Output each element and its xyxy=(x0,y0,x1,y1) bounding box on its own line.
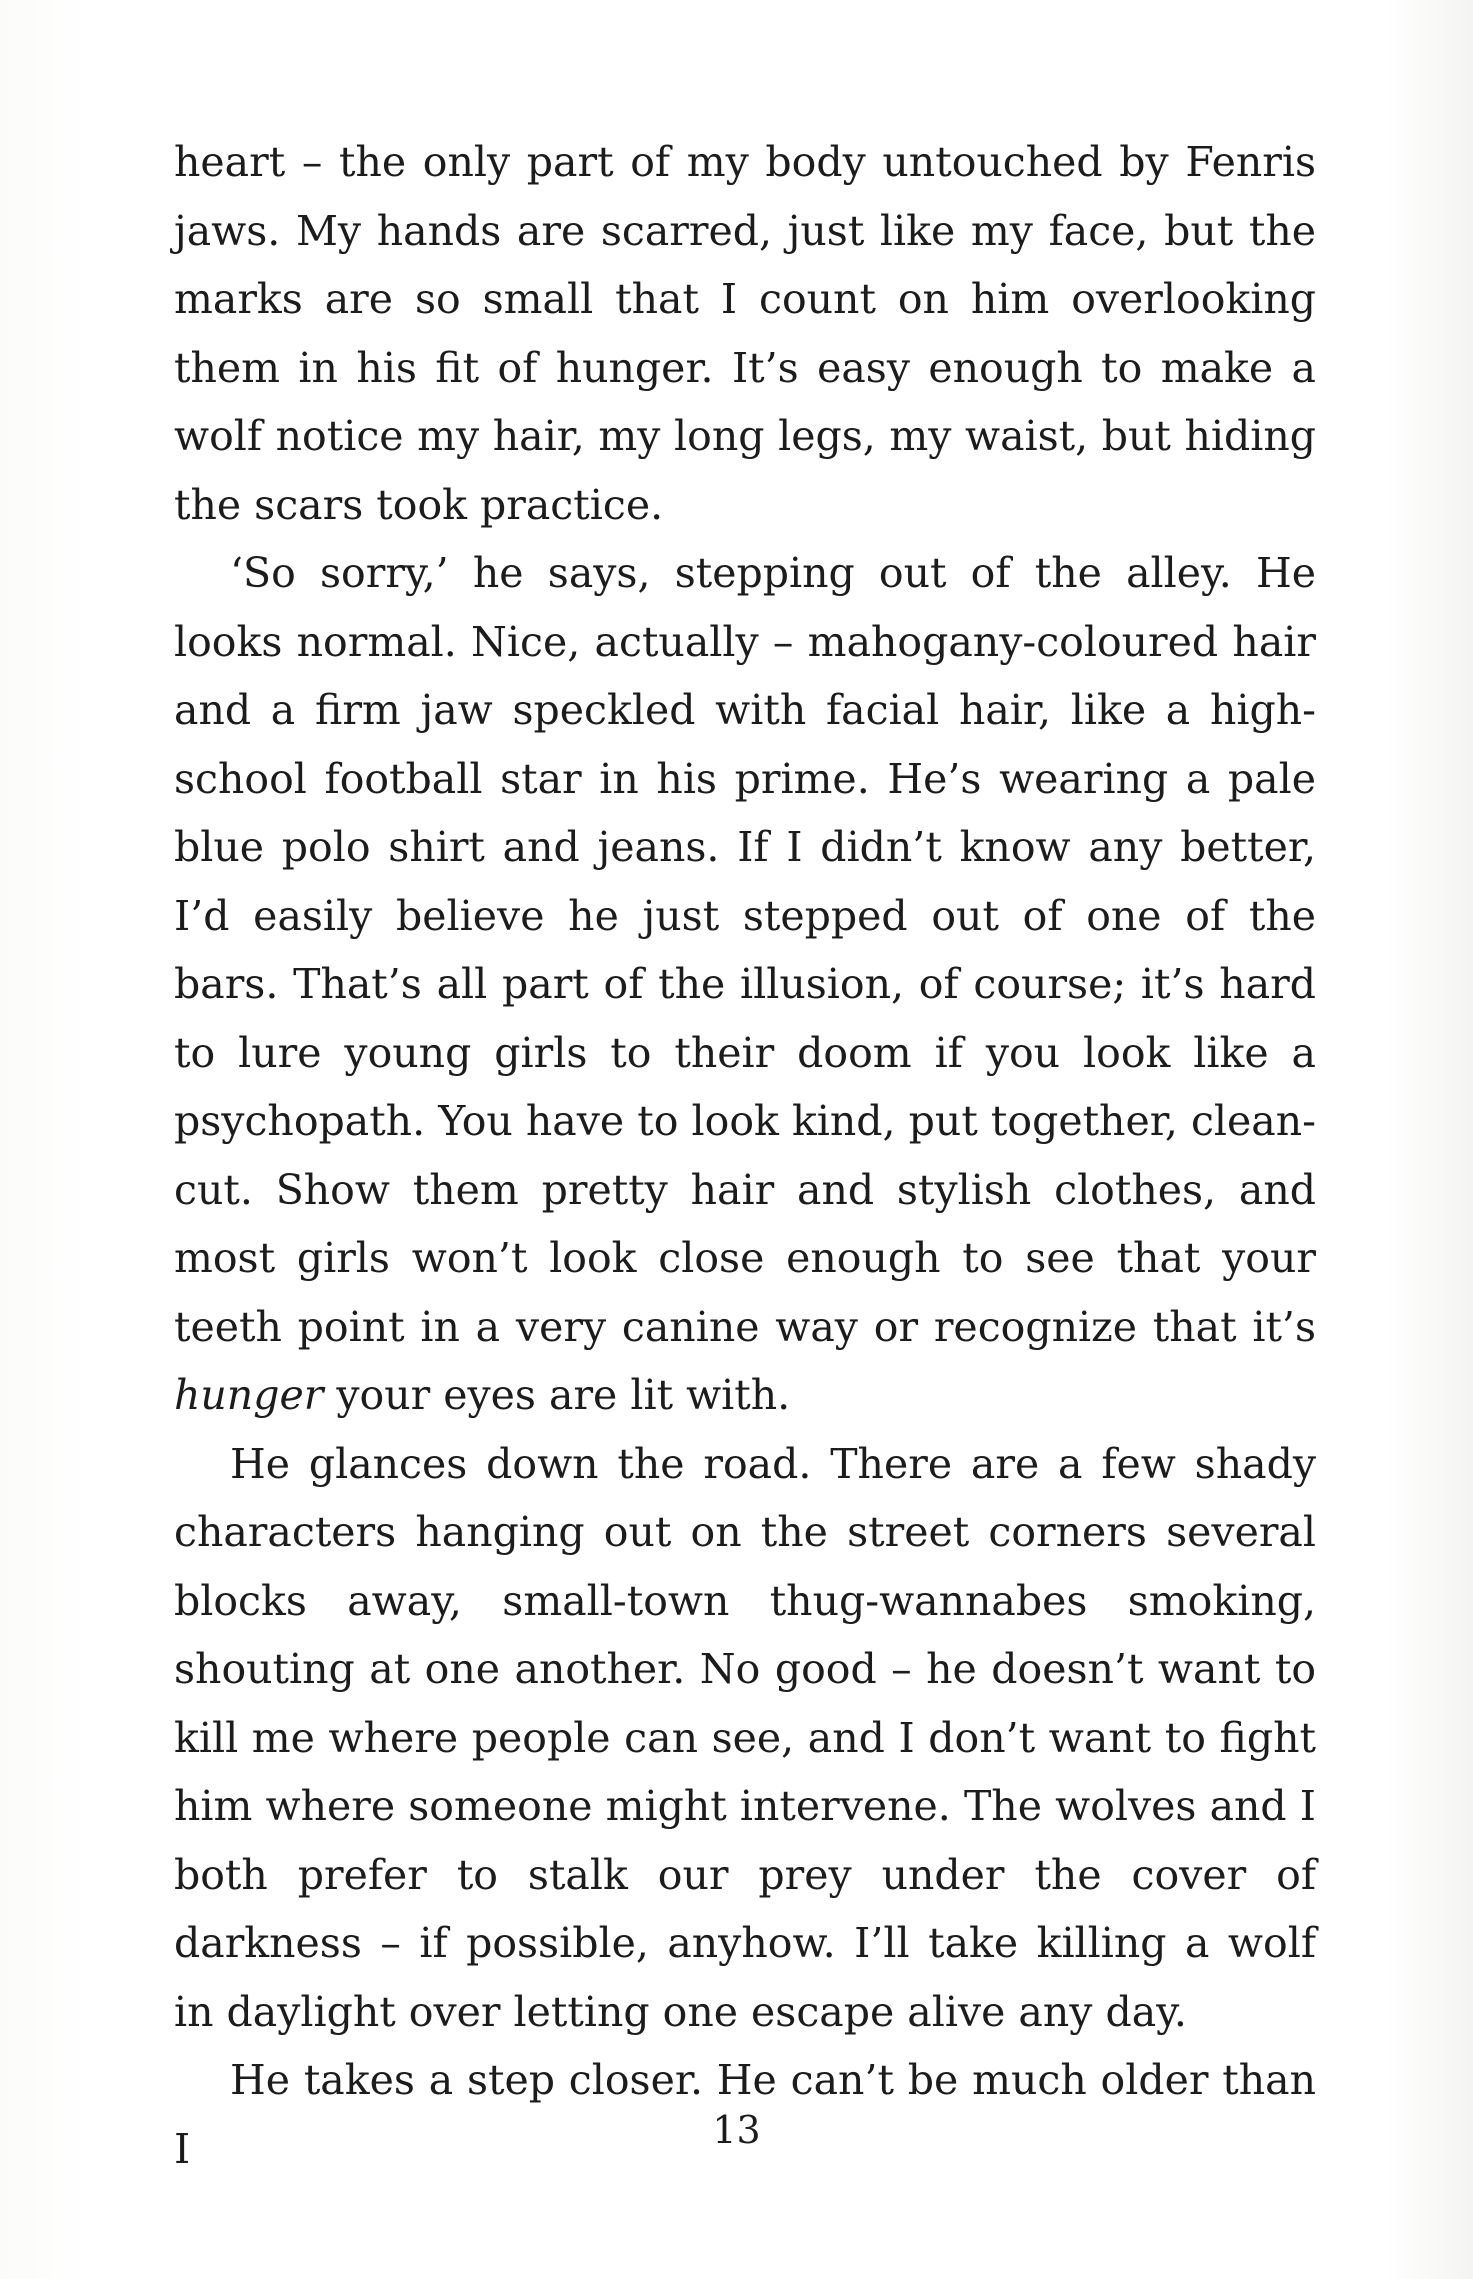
paragraph-2-text-a: ‘So sorry,’ he says, stepping out of the alley. He looks normal. Nice, actually – mahogany-coloured hair and a firm jaw speckled with facial hair, like a high-school football star in his prime. He’s wearing a pale blue polo shirt and jeans. If I didn’t know any better, I’d easily believe he just stepped out of one of the bars. That’s all part of the illusion, of course; it’s hard to lure young girls to their doom if you look like a psychopath. You have to look kind, put together, clean-cut. Show them pretty hair and stylish clothes, and most girls won’t look close enough to see that your teeth point in a very canine way or recognize that it’s xyxy=(174,549,1316,1351)
paragraph-1-text: heart – the only part of my body untouched by Fenris jaws. My hands are scarred, just like my face, but the marks are so small that I count on him overlooking them in his fit of hunger. It’s easy enough to make a wolf notice my hair, my long legs, my waist, but hiding the scars took practice. xyxy=(174,138,1316,529)
paragraph-3 xyxy=(174,1430,1316,2047)
paragraph-2 xyxy=(174,539,1316,1430)
paragraph-2-text-b: your eyes are lit with. xyxy=(323,1371,791,1419)
page-number: 13 xyxy=(712,2108,761,2152)
paragraph-3-text: He glances down the road. There are a few shady characters hanging out on the street corners several blocks away, small-town thug-wannabes smoking, shouting at one another. No good – he doesn’t want to kill me where people can see, and I don’t want to fight him where someone might intervene. The wolves and I both prefer to stalk our prey under the cover of darkness – if possible, anyhow. I’ll take killing a wolf in daylight over letting one escape alive any day. xyxy=(174,1439,1316,2036)
paragraph-4-text: He takes a step closer. He can’t be much older than I xyxy=(174,2056,1316,2173)
paragraph-1 xyxy=(174,128,1316,539)
body-text xyxy=(174,128,1316,2183)
paragraph-2-italic-word: hunger xyxy=(174,1371,324,1419)
